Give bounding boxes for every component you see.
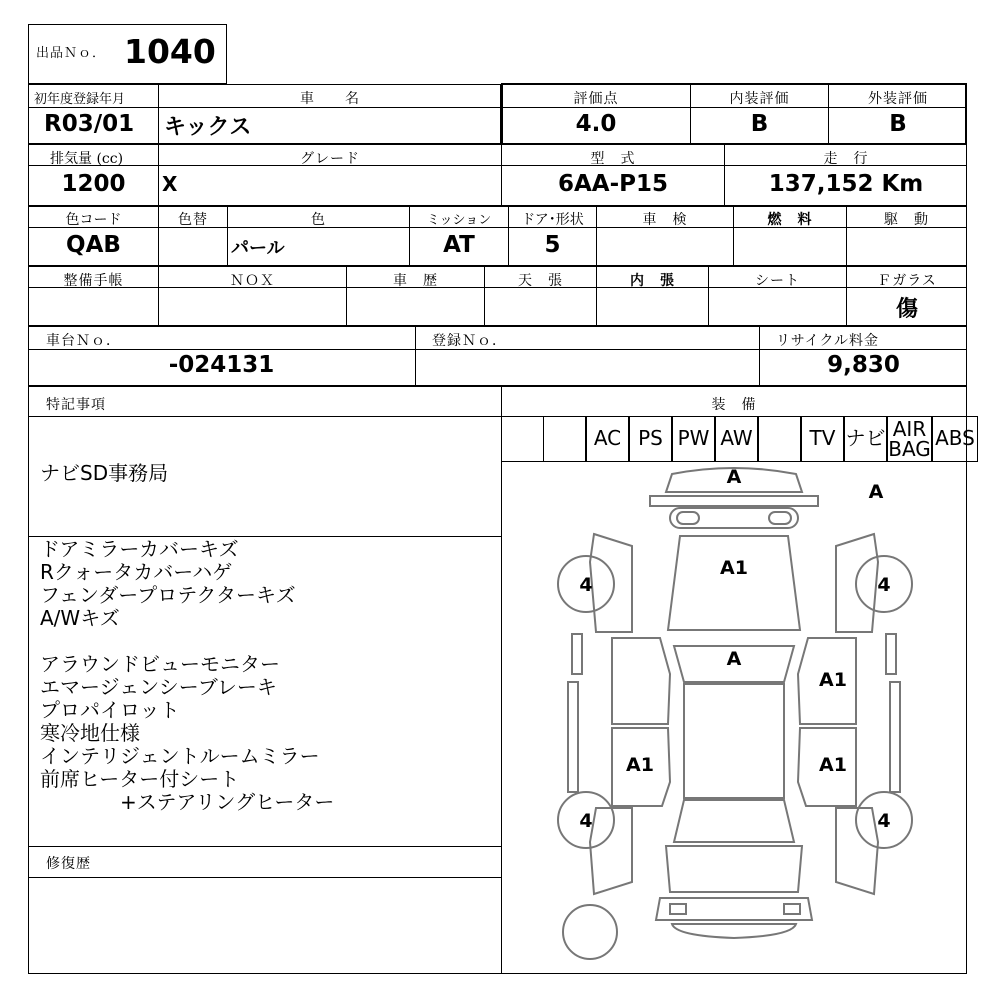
model-label: 型 式 <box>590 151 636 167</box>
equipment-item <box>543 416 586 462</box>
recycle-value: 9,830 <box>827 352 900 378</box>
notes-line: Rクォータカバーハゲ <box>40 560 233 584</box>
seat-label: シート <box>755 273 800 289</box>
mileage-value: 137,152 Km <box>768 171 924 197</box>
score-label: 評価点 <box>573 91 619 107</box>
mark-tire-rf: 4 <box>877 574 891 596</box>
front-grille-shape <box>650 496 818 506</box>
fuel-label: 燃 料 <box>767 212 813 228</box>
reg-value: R03/01 <box>44 111 135 137</box>
rear-bumper-shape <box>656 898 812 920</box>
mark-tire-rr: 4 <box>877 810 891 832</box>
equipment-item: PS <box>629 416 672 462</box>
color-code-label: 色コード <box>65 212 122 228</box>
notes-line: アラウンドビューモニター <box>40 652 280 676</box>
plate-label: 登録Ｎｏ． <box>432 333 507 349</box>
roof-label: 天 張 <box>518 273 563 289</box>
equipment-item: AIR BAG <box>888 417 931 461</box>
lot-label: 出品Ｎｏ． <box>36 46 107 61</box>
color-label: 色 <box>311 212 326 228</box>
mark-roof: A <box>726 648 742 670</box>
glass-value: 傷 <box>895 296 918 322</box>
repair-label: 修復歴 <box>46 856 91 872</box>
equipment-item: TV <box>801 416 844 462</box>
mileage-label: 走 行 <box>823 151 869 167</box>
grade-label: グレード <box>300 151 360 167</box>
recycle-label: リサイクル料金 <box>776 333 880 349</box>
mark-right-front-fender: A1 <box>819 669 847 691</box>
notes-line: フェンダープロテクターキズ <box>40 583 296 607</box>
equipment-item: PW <box>672 416 715 462</box>
inner-label: 内 張 <box>630 273 675 289</box>
mark-left-door: A1 <box>626 754 654 776</box>
left-front-door-shape <box>612 638 670 724</box>
notes-line: 寒冷地仕様 <box>40 721 140 745</box>
right-rocker-shape <box>890 682 900 792</box>
rear-light-left <box>670 904 686 914</box>
chassis-label: 車台Ｎｏ． <box>46 333 121 349</box>
inspection-label: 車 検 <box>642 212 688 228</box>
maint-label: 整備手帳 <box>63 273 124 289</box>
notes-line: エマージェンシーブレーキ <box>40 675 277 699</box>
glass-label: Ｆガラス <box>877 273 937 289</box>
lot-number: 1040 <box>124 32 216 71</box>
notes-line: インテリジェントルームミラー <box>40 744 320 768</box>
model-value: 6AA-P15 <box>557 171 668 197</box>
notes-line: ドアミラーカバーキズ <box>40 537 239 561</box>
mission-value: AT <box>443 232 475 258</box>
cc-label: 排気量 (cc) <box>50 151 124 167</box>
door-value: 5 <box>544 232 561 258</box>
equipment-item <box>758 416 801 462</box>
history-label: 車 歴 <box>393 273 438 289</box>
chassis-value: -024131 <box>168 352 275 378</box>
mission-label: ミッション <box>426 213 492 228</box>
mark-front-bumper: A <box>726 466 742 488</box>
trunk-shape <box>666 846 802 892</box>
car-name-label: 車 名 <box>300 91 360 107</box>
left-mirror-shape <box>572 634 582 674</box>
color-code-value: QAB <box>66 232 121 258</box>
equipment-item: ABS <box>932 416 978 462</box>
exterior-label: 外装評価 <box>868 91 928 107</box>
mark-tire-lr: 4 <box>579 810 593 832</box>
interior-label: 内装評価 <box>729 91 790 107</box>
mark-tire-lf: 4 <box>579 574 593 596</box>
drive-label: 駆 動 <box>884 212 929 228</box>
vehicle-damage-diagram <box>502 462 966 973</box>
front-light-right <box>769 512 791 524</box>
roof-shape <box>684 684 784 798</box>
equipment-item: ナビ <box>844 416 887 462</box>
repair-header <box>28 846 502 878</box>
mark-right-door: A1 <box>819 754 847 776</box>
mark-hood: A1 <box>720 557 748 579</box>
score-value: 4.0 <box>575 111 617 137</box>
notes-line: 前席ヒーター付シート <box>40 767 240 791</box>
rear-light-right <box>784 904 800 914</box>
repaint-label: 色替 <box>178 212 208 228</box>
equipment-item: AW <box>715 416 758 462</box>
reg-label: 初年度登録年月 <box>34 92 126 107</box>
color-value: パール <box>231 238 285 259</box>
notes-line: A/Wキズ <box>40 606 120 630</box>
left-front-fender-shape <box>590 534 632 632</box>
equipment-label: 装 備 <box>711 397 757 413</box>
nox-label: ＮＯＸ <box>230 273 275 289</box>
left-rear-fender-shape <box>590 808 632 894</box>
cc-value: 1200 <box>61 171 126 197</box>
hood-shape <box>668 536 800 630</box>
mark-corner: A <box>868 481 884 503</box>
rear-window-shape <box>674 800 794 842</box>
car-name-value: キックス <box>164 115 252 140</box>
door-label: ドア･形状 <box>521 212 584 228</box>
notes-line: +ステアリングヒーター <box>40 790 335 814</box>
interior-value: B <box>750 111 769 137</box>
notes-line: プロパイロット <box>40 698 180 722</box>
notes-label: 特記事項 <box>46 397 106 413</box>
grade-value: X <box>162 172 178 196</box>
right-mirror-shape <box>886 634 896 674</box>
notes-line1: ナビSD事務局 <box>40 461 169 485</box>
equipment-item: AC <box>586 416 629 462</box>
front-light-left <box>677 512 699 524</box>
spare-tire <box>563 905 617 959</box>
exterior-value: B <box>889 111 907 137</box>
left-rocker-shape <box>568 682 578 792</box>
rear-bumper-lower <box>672 924 796 938</box>
